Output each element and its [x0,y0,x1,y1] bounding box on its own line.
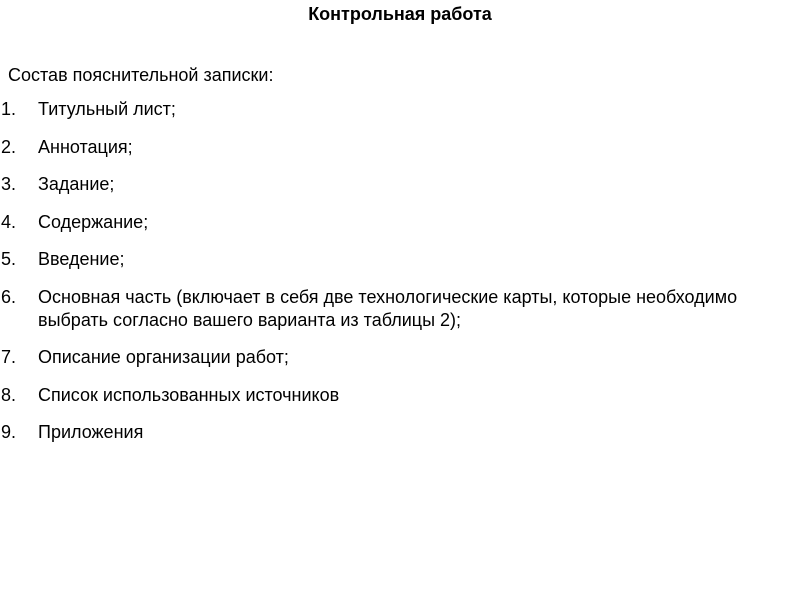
list-item [0,136,790,159]
list-item-text: Задание; [38,174,115,194]
list-item-number: 2. [1,136,17,157]
list-item-text: Описание организации работ; [38,347,289,367]
list-item-text: Основная часть (включает в себя две технологические карты, которые необходимо выбрать согласно вашего варианта из таблицы 2); [38,286,738,330]
contents-list [0,98,790,459]
list-item-number: 8. [1,384,17,405]
list-item-text: Содержание; [38,211,149,232]
list-item-number: 3. [1,174,17,194]
list-item-number: 1. [1,99,17,119]
list-item [0,173,790,196]
list-item-text: Приложения [38,422,144,442]
section-heading: Состав пояснительной записки: [8,65,274,85]
list-item [0,421,790,444]
page-title: Контрольная работа [308,4,492,24]
list-item-number: 6. [1,286,17,307]
list-item-number: 9. [1,422,17,442]
list-item-text: Введение; [38,249,125,269]
list-item [0,286,790,332]
list-item-number: 7. [1,347,17,367]
list-item [0,384,790,407]
list-item [0,211,790,234]
list-item-text: Титульный лист; [38,99,176,119]
list-item-text: Список использованных источников [38,384,340,405]
list-item [0,248,790,271]
list-item-text: Аннотация; [38,136,133,157]
list-item [0,98,790,121]
list-item-number: 5. [1,249,17,269]
list-item [0,346,790,369]
list-item-number: 4. [1,211,17,232]
